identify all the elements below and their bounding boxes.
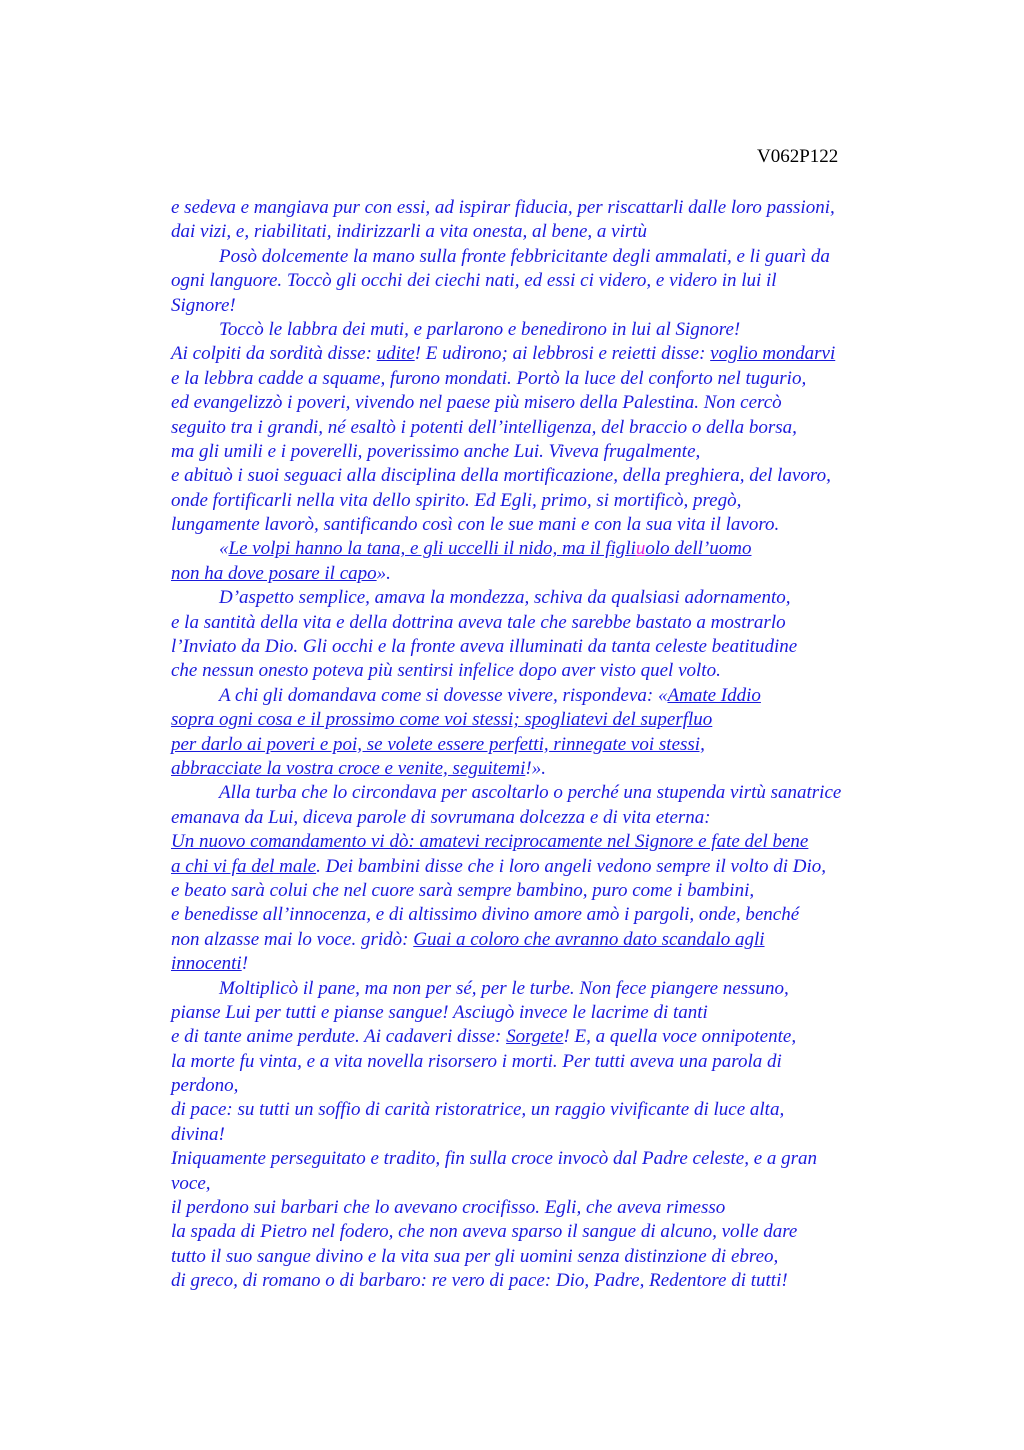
text-span: emanava da Lui, diceva parole di sovrumana dolcezza e di vita eterna: xyxy=(171,806,711,828)
text-span: voce, xyxy=(171,1172,211,1194)
text-span: Iniquamente perseguitato e tradito, fin sulla croce invocò dal Padre celeste, e a gran xyxy=(171,1148,818,1170)
text-line xyxy=(171,294,931,318)
text-span: non alzasse mai lo voce. gridò: xyxy=(171,928,414,950)
text-span: D’aspetto semplice, amava la mondezza, schiva da qualsiasi adornamento, xyxy=(219,587,791,609)
text-line xyxy=(171,464,931,488)
text-line xyxy=(171,537,931,561)
text-line xyxy=(171,586,931,610)
text-line xyxy=(171,611,931,635)
highlighted-letter: u xyxy=(635,538,646,560)
text-span: pianse Lui per tutti e pianse sangue! Asciugò invece le lacrime di tanti xyxy=(171,1001,708,1023)
underlined-quote: innocenti xyxy=(171,953,242,975)
text-line xyxy=(171,342,931,366)
text-line xyxy=(171,1245,931,1269)
underlined-quote: Guai a coloro che avranno dato scandalo agli xyxy=(413,928,765,950)
text-span: e benedisse all’innocenza, e di altissimo divino amore amò i pargoli, onde, benché xyxy=(171,904,800,926)
text-line xyxy=(171,1147,931,1171)
underlined-quote: Amate Iddio xyxy=(667,684,761,706)
text-span: dai vizi, e, riabilitati, indirizzarli a vita onesta, al bene, a virtù xyxy=(171,221,648,243)
underlined-quote: per darlo ai poveri e poi, se volete essere perfetti, rinnegate voi stessi, xyxy=(171,733,705,755)
text-span: !». xyxy=(525,757,546,779)
text-line xyxy=(171,220,931,244)
underlined-quote: non ha dove posare il capo xyxy=(171,562,377,584)
text-span: e la santità della vita e della dottrina aveva tale che sarebbe bastato a mostrarlo xyxy=(171,611,786,633)
text-span: Alla turba che lo circondava per ascoltarlo o perché una stupenda virtù sanatrice xyxy=(219,782,842,804)
text-line xyxy=(171,1172,931,1196)
text-line xyxy=(171,1196,931,1220)
text-line xyxy=(171,830,931,854)
underlined-quote: abbracciate la vostra croce e venite, seguitemi xyxy=(171,757,526,779)
text-line xyxy=(171,416,931,440)
text-line xyxy=(171,1123,931,1147)
text-line xyxy=(171,635,931,659)
text-span: e di tante anime perdute. Ai cadaveri disse: xyxy=(171,1026,507,1048)
text-span: tutto il suo sangue divino e la vita sua per gli uomini senza distinzione di ebreo, xyxy=(171,1245,779,1267)
text-line xyxy=(171,806,931,830)
text-span: perdono, xyxy=(171,1075,239,1097)
text-span: che nessun onesto poteva più sentirsi infelice dopo aver visto quel volto. xyxy=(171,660,721,682)
underlined-quote: udite xyxy=(376,343,415,365)
text-span: onde fortificarli nella vita dello spirito. Ed Egli, primo, si mortificò, pregò, xyxy=(171,489,742,511)
text-span: « xyxy=(219,538,229,560)
text-span: lungamente lavorò, santificando così con le sue mani e con la sua vita il lavoro. xyxy=(171,514,780,536)
text-span: e abituò i suoi seguaci alla disciplina della mortificazione, della preghiera, del lavoro, xyxy=(171,465,831,487)
text-line xyxy=(171,1050,931,1074)
text-span: Signore! xyxy=(171,294,236,316)
underlined-quote: Sorgete xyxy=(506,1026,564,1048)
text-line xyxy=(171,903,931,927)
text-line xyxy=(171,318,931,342)
text-span: A chi gli domandava come si dovesse vivere, rispondeva: « xyxy=(219,684,668,706)
text-span: Ai colpiti da sordità disse: xyxy=(171,343,377,365)
underlined-quote: voglio mondarvi xyxy=(710,343,836,365)
text-span: . Dei bambini disse che i loro angeli vedono sempre il volto di Dio, xyxy=(316,855,827,877)
text-line xyxy=(171,1074,931,1098)
text-line xyxy=(171,977,931,1001)
text-line xyxy=(171,1220,931,1244)
text-span: il perdono sui barbari che lo avevano crocifisso. Egli, che aveva rimesso xyxy=(171,1197,726,1219)
text-line xyxy=(171,855,931,879)
text-line xyxy=(171,440,931,464)
text-line xyxy=(171,391,931,415)
text-span: la morte fu vinta, e a vita novella risorsero i morti. Per tutti aveva una parola di xyxy=(171,1050,782,1072)
text-line xyxy=(171,733,931,757)
text-span: e beato sarà colui che nel cuore sarà sempre bambino, puro come i bambini, xyxy=(171,879,755,901)
underlined-quote: Un nuovo comandamento vi dò: amatevi reciprocamente nel Signore e fate del bene xyxy=(171,831,809,853)
text-line xyxy=(171,245,931,269)
text-span: ma gli umili e i poverelli, poverissimo anche Lui. Viveva frugalmente, xyxy=(171,440,701,462)
text-line xyxy=(171,1098,931,1122)
text-line xyxy=(171,781,931,805)
text-line xyxy=(171,513,931,537)
text-span: ogni languore. Toccò gli occhi dei ciechi nati, ed essi ci videro, e videro in lui il xyxy=(171,270,777,292)
underlined-quote: sopra ogni cosa e il prossimo come voi stessi; spogliatevi del superfluo xyxy=(171,709,713,731)
text-line xyxy=(171,952,931,976)
text-line xyxy=(171,1269,931,1293)
text-line xyxy=(171,757,931,781)
text-line xyxy=(171,196,931,220)
text-line xyxy=(171,1025,931,1049)
text-span: ». xyxy=(376,562,391,584)
text-span: e sedeva e mangiava pur con essi, ad ispirar fiducia, per riscattarli dalle loro passioni, xyxy=(171,197,835,218)
text-line xyxy=(171,489,931,513)
text-line xyxy=(171,269,931,293)
text-span: Moltiplicò il pane, ma non per sé, per le turbe. Non fece piangere nessuno, xyxy=(219,977,789,999)
text-span: ! E, a quella voce onnipotente, xyxy=(563,1026,797,1048)
text-span: di pace: su tutti un soffio di carità ristoratrice, un raggio vivificante di luce alta, xyxy=(171,1099,785,1121)
page-code: V062P122 xyxy=(757,146,839,167)
text-span: l’Inviato da Dio. Gli occhi e la fronte aveva illuminati da tanta celeste beatitudine xyxy=(171,636,798,658)
text-line xyxy=(171,879,931,903)
text-span: divina! xyxy=(171,1123,225,1145)
text-span: la spada di Pietro nel fodero, che non aveva sparso il sangue di alcuno, volle dare xyxy=(171,1221,798,1243)
text-span: e la lebbra cadde a squame, furono mondati. Portò la luce del conforto nel tugurio, xyxy=(171,367,807,389)
text-span: seguito tra i grandi, né esaltò i potenti dell’intelligenza, del braccio o della borsa, xyxy=(171,416,797,438)
text-line xyxy=(171,562,931,586)
text-line xyxy=(171,659,931,683)
text-line xyxy=(171,684,931,708)
text-line xyxy=(171,367,931,391)
text-span: ! xyxy=(241,953,249,975)
body-text xyxy=(171,196,931,1294)
text-line xyxy=(171,708,931,732)
text-line xyxy=(171,1001,931,1025)
underlined-quote: Le volpi hanno la tana, e gli uccelli il nido, ma il figli xyxy=(228,538,636,560)
text-span: ed evangelizzò i poveri, vivendo nel paese più misero della Palestina. Non cercò xyxy=(171,392,782,414)
text-span: di greco, di romano o di barbaro: re vero di pace: Dio, Padre, Redentore di tutti! xyxy=(171,1270,788,1292)
text-span: Toccò le labbra dei muti, e parlarono e benedirono in lui al Signore! xyxy=(219,318,741,340)
underlined-quote: a chi vi fa del male xyxy=(171,855,317,877)
text-span: Posò dolcemente la mano sulla fronte febbricitante degli ammalati, e li guarì da xyxy=(219,245,830,267)
underlined-quote: olo dell’uomo xyxy=(645,538,752,560)
text-span: ! E udirono; ai lebbrosi e reietti disse: xyxy=(414,343,711,365)
text-line xyxy=(171,928,931,952)
